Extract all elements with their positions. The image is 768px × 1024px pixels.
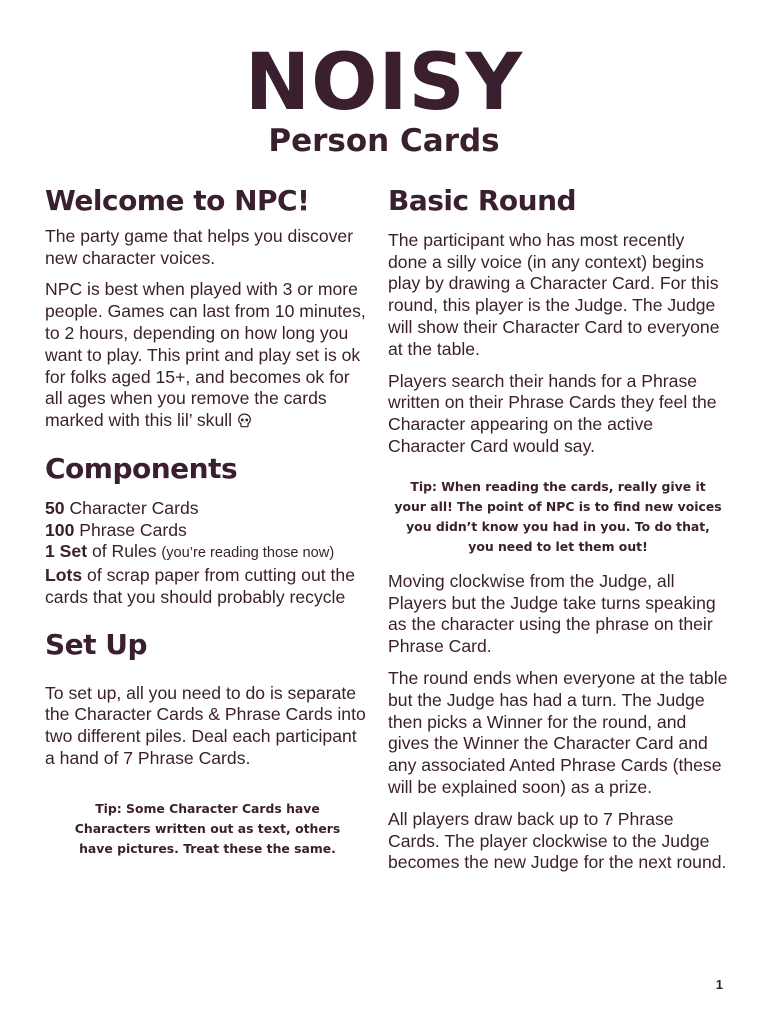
component-text: of scrap paper from cutting out the cards that you should probably recycle: [45, 565, 355, 607]
component-text: of Rules: [87, 541, 162, 562]
component-note: (you’re reading those now): [161, 545, 335, 562]
round-paragraph-5: All players draw back up to 7 Phrase Cards. The player clockwise to the Judge becomes the new Judge for the next round.: [388, 808, 727, 873]
component-qty: 100: [45, 519, 75, 540]
left-column: [45, 186, 370, 859]
round-paragraph-3: Moving clockwise from the Judge, all Players but the Judge take turns speaking as the character using the phrase on their Phrase Card.: [388, 570, 716, 657]
welcome-details-text: NPC is best when played with 3 or more people. Games can last from 10 minutes, to 2 hours, depending on how long you want to play. This print and play set is ok for folks aged 15+, and becomes ok for all ages when you remove the cards marked with this lil’ skull: [45, 279, 366, 431]
round-paragraph-2: Players search their hands for a Phrase written on their Phrase Cards they feel the Character appearing on the active Character Card would say.: [388, 370, 717, 456]
setup-tip: Tip: Some Character Cards have Characters written out as text, others have pictures. Treat these the same.: [74, 800, 341, 856]
component-text: Character Cards: [64, 497, 199, 518]
setup-heading: Set Up: [45, 627, 148, 661]
component-item: [45, 498, 370, 520]
round-paragraph-1: The participant who has most recently done a silly voice (in any context) begins play by drawing a Character Card. For this round, this player is the Judge. The Judge will show their Character Card to everyone at the table.: [388, 229, 720, 359]
right-column: [388, 186, 728, 874]
setup-body: To set up, all you need to do is separate the Character Cards & Phrase Cards into two different piles. Deal each participant a hand of 7 Phrase Cards.: [45, 682, 366, 768]
welcome-heading: Welcome to NPC!: [45, 184, 310, 217]
game-title: NOISY: [244, 38, 524, 128]
component-item: [45, 520, 370, 542]
component-text: Phrase Cards: [74, 519, 187, 540]
components-heading: Components: [45, 451, 238, 485]
round-tip: Tip: When reading the cards, really give it your all! The point of NPC is to find new voices you didn’t know you had in you. To do that, you need to let them out!: [394, 478, 722, 554]
component-qty: 50: [45, 497, 65, 518]
component-qty: 1 Set: [45, 541, 88, 562]
component-item: [45, 541, 370, 565]
welcome-details: [45, 279, 370, 432]
game-subtitle: Person Cards: [268, 123, 500, 159]
components-list: [45, 498, 370, 609]
round-paragraph-4: The round ends when everyone at the table but the Judge has had a turn. The Judge then picks a Winner for the round, and gives the Winner the Character Card and any associated Anted Phrase Cards (these will be explained soon) as a prize.: [388, 667, 728, 797]
welcome-intro: The party game that helps you discover new character voices.: [45, 225, 354, 268]
skull-icon: [237, 413, 252, 428]
page-number: 1: [715, 977, 723, 992]
component-item: [45, 565, 370, 609]
basic-round-heading: Basic Round: [388, 184, 577, 217]
component-qty: Lots: [45, 565, 83, 586]
